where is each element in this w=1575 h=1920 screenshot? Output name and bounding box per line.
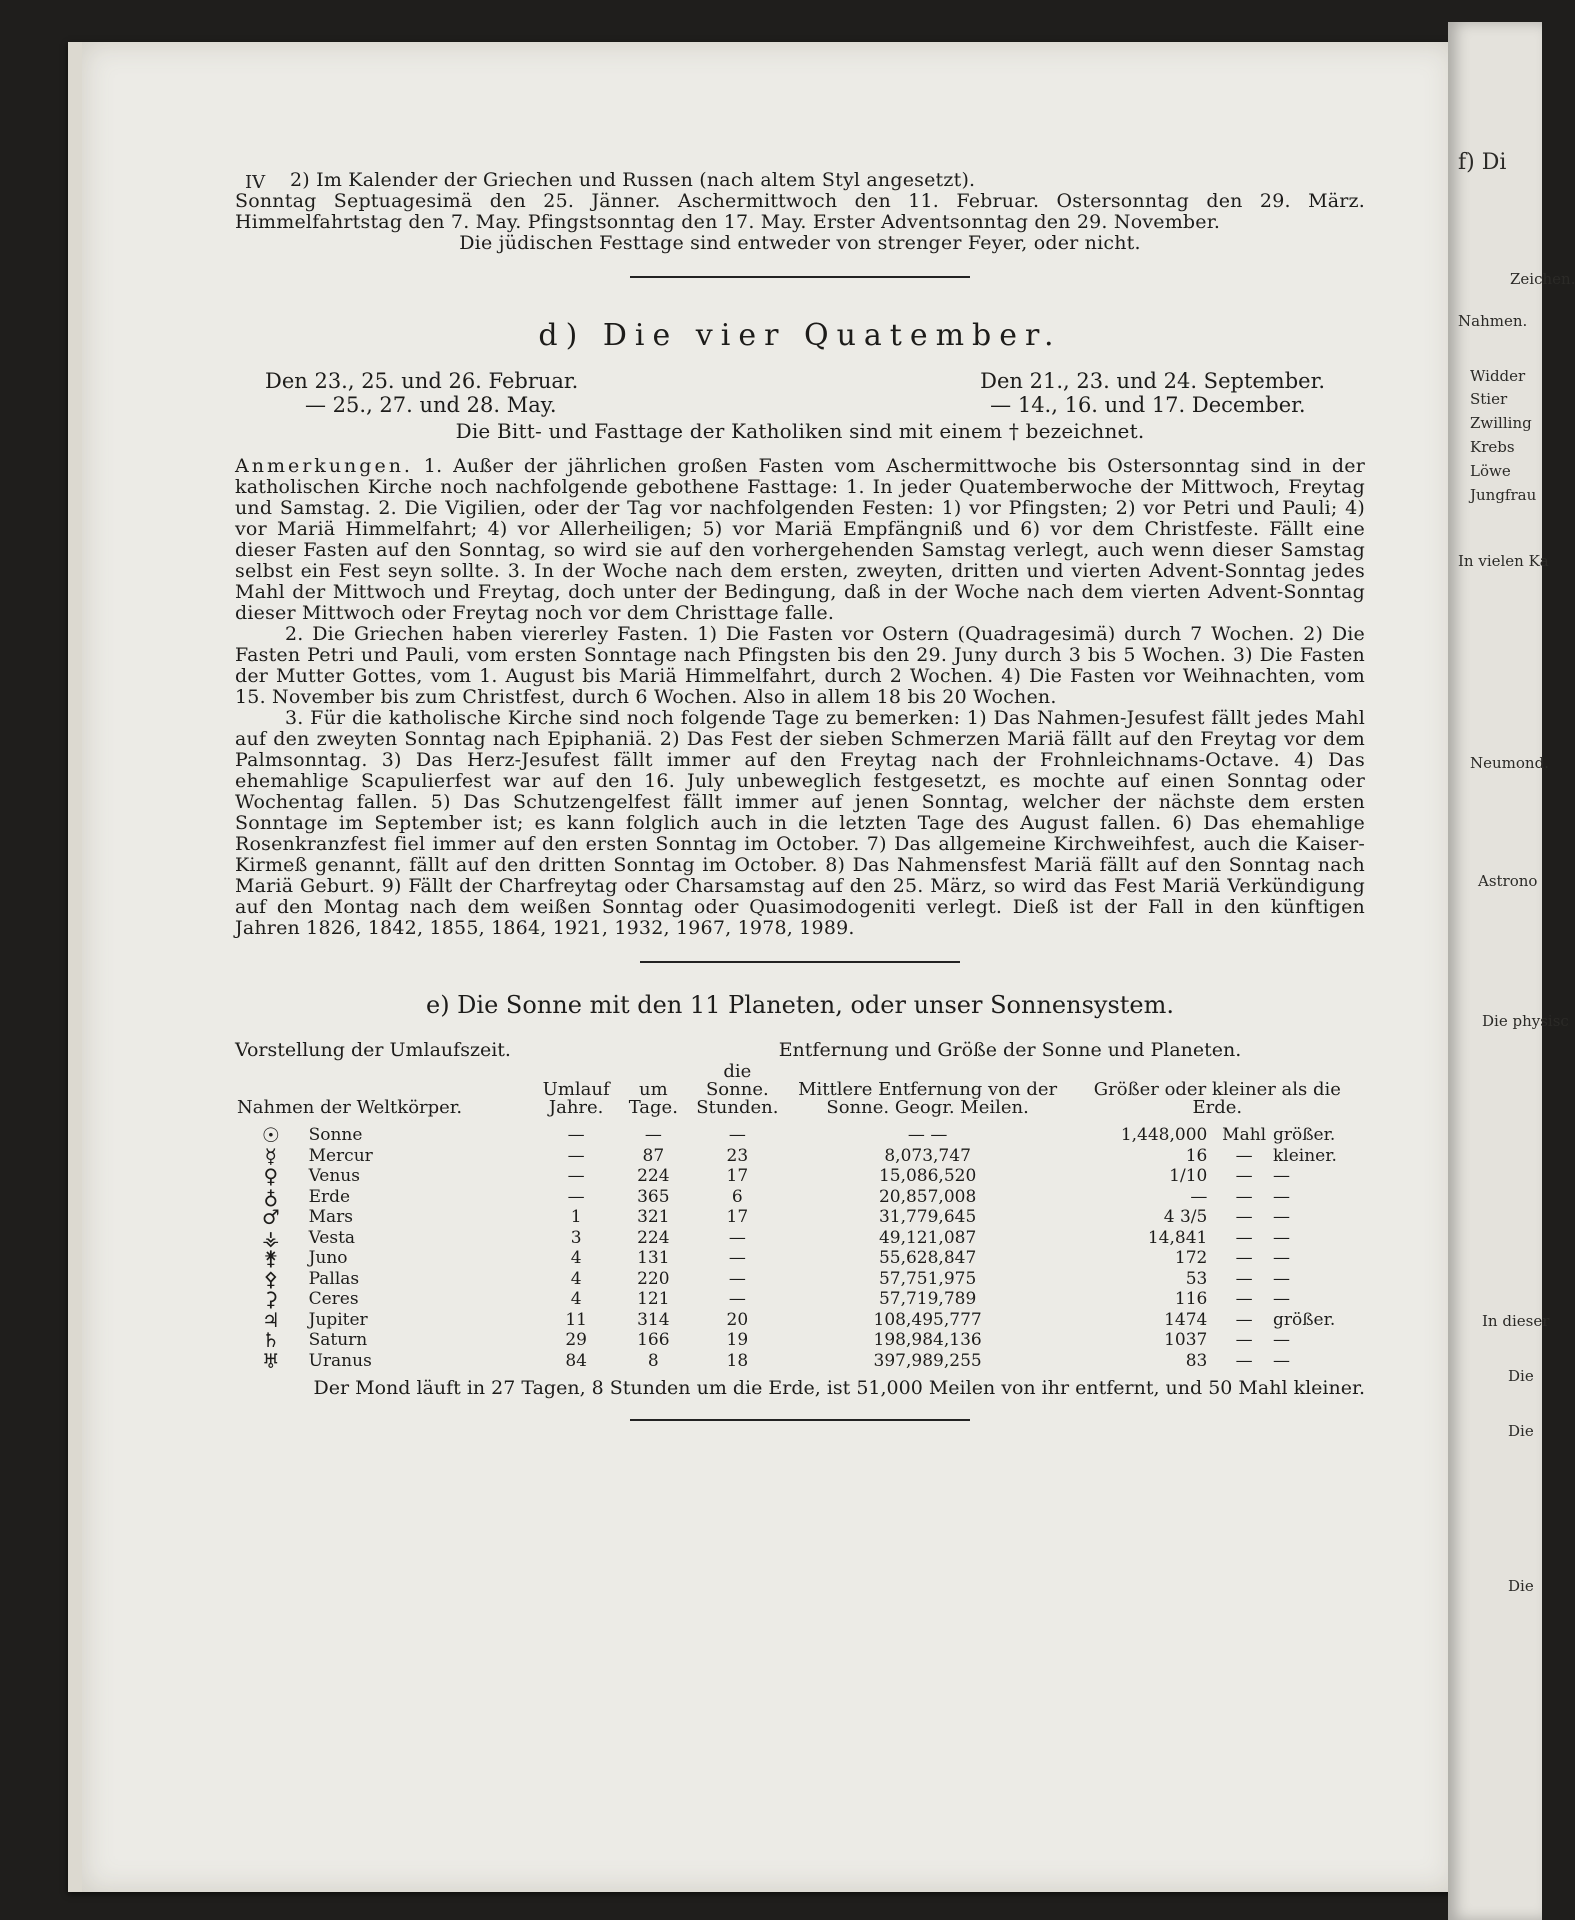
table-row — [235, 1248, 1365, 1269]
size-comparison: — — [1272, 1166, 1290, 1186]
planet-name: Jupiter — [308, 1309, 368, 1330]
orbit-years: 1 — [570, 1207, 582, 1227]
size-comparison: kleiner. — [1272, 1145, 1337, 1166]
planet-symbol-icon: ♃ — [261, 1307, 280, 1332]
orbit-hours: 19 — [726, 1330, 749, 1350]
size-unit: Mahl — [1222, 1125, 1267, 1145]
table-group-headers — [235, 1039, 1365, 1061]
size-ratio: 172 — [1174, 1248, 1208, 1268]
planet-name: Erde — [308, 1186, 351, 1207]
section-d-title: d) Die vier Quatember. — [538, 318, 1062, 353]
planet-table — [235, 1063, 1365, 1371]
table-row — [235, 1269, 1365, 1290]
remark-3: 3. Für die katholische Kirche sind noch folgende Tage zu bemerken: 1) Das Nahmen-Jesufest fällt jedes Mahl auf den zweyten Sonntag nach Epiphaniä. 2) Das Fest der sieben Schmerzen Mariä fällt auf den Freytag vor dem Palmsonntag. 3) Das Herz-Jesufest fällt immer auf den Freytag nach der Frohnleichnams-Octave. 4) Das ehemahlige Scapulierfest war auf den 16. July unbeweglich festgesetzt, es mochte auf einen Sonntag oder Wochentag fallen. 5) Das Schutzengelfest fällt immer auf jenen Sonntag, welcher der nächste dem ersten Sonntage im September ist; es kann folglich auch in die letzten Tage des August fallen. 6) Das ehemahlige Rosenkranzfest fiel immer auf den ersten Sonntag im October. 7) Das allgemeine Kirchweihfest, auch die Kaiser-Kirmeß genannt, fällt auf den dritten Sonntag im October. 8) Das Nahmensfest Mariä fällt auf den Sonntag nach Mariä Geburt. 9) Fällt der Charfreytag oder Charsamstag auf den 25. März, so wird das Fest Mariä Verkündigung auf den Montag nach dem weißen Sonntag oder Quasimodogeniti verlegt. Dieß ist der Fall in den künftigen Jahren 1826, 1842, 1855, 1864, 1921, 1932, 1967, 1978, 1989. — [235, 707, 1365, 939]
planet-name: Venus — [308, 1166, 360, 1186]
orbit-years: — — [567, 1125, 585, 1145]
orbit-days: 166 — [637, 1330, 670, 1350]
mean-distance: 15,086,520 — [878, 1166, 977, 1186]
size-comparison: — — [1272, 1350, 1290, 1371]
col-hours: die Sonne. Stunden. — [696, 1061, 779, 1118]
facing-page-text: Die — [1508, 1367, 1534, 1385]
mean-distance: 397,989,255 — [873, 1350, 982, 1371]
facing-page-item: Löwe — [1470, 462, 1511, 480]
orbit-hours: 17 — [726, 1166, 749, 1186]
orbit-hours: — — [728, 1268, 746, 1289]
orbit-years: — — [567, 1166, 585, 1186]
table-row — [235, 1207, 1365, 1228]
orbit-days: 131 — [637, 1248, 670, 1268]
quatember-date: — 14., 16. und 17. December. — [990, 393, 1306, 417]
table-row — [235, 1125, 1365, 1146]
mean-distance: 20,857,008 — [878, 1186, 977, 1207]
planet-symbol-icon: ☿ — [264, 1143, 277, 1168]
orbit-hours: 23 — [726, 1145, 749, 1166]
facing-page-col: Zeichen. — [1510, 270, 1575, 288]
orbit-years: 29 — [565, 1330, 587, 1350]
facing-page-text: Die physisc — [1482, 1012, 1569, 1030]
col-distance: Mittlere Entfernung von der Sonne. Geogr. Meilen. — [798, 1079, 1058, 1118]
quatember-date: Den 21., 23. und 24. September. — [980, 369, 1325, 393]
planet-name: Mercur — [308, 1145, 373, 1166]
mean-distance: 31,779,645 — [878, 1207, 977, 1227]
orbit-days: 321 — [637, 1207, 670, 1227]
size-ratio: 1037 — [1164, 1330, 1208, 1350]
orbit-days: 314 — [637, 1309, 670, 1330]
table-row — [235, 1228, 1365, 1249]
col-name: Nahmen der Weltkörper. — [237, 1097, 463, 1118]
facing-page-item: Zwilling — [1470, 414, 1532, 432]
size-ratio: 83 — [1185, 1350, 1208, 1371]
facing-page-item: Krebs — [1470, 438, 1515, 456]
size-unit: — — [1235, 1330, 1253, 1350]
mean-distance: 55,628,847 — [878, 1248, 977, 1268]
remark-2: 2. Die Griechen haben viererley Fasten. 1) Die Fasten vor Ostern (Quadragesimä) durch 7 Wochen. 2) Die Fasten Petri und Pauli, vom ersten Sonntage nach Pfingsten bis den 29. Juny durch 3 bis 5 Wochen. 3) Die Fasten der Mutter Gottes, vom 1. August bis Mariä Himmelfahrt, durch 2 Wochen. 4) Die Fasten vor Weihnachten, vom 15. November bis zum Christfest, durch 6 Wochen. Also in allem 18 bis 20 Wochen. — [235, 623, 1365, 708]
table-header-row — [235, 1063, 1365, 1125]
size-comparison: — — [1272, 1330, 1290, 1350]
facing-page-item: Jungfrau — [1470, 486, 1537, 504]
page-number: IV — [245, 172, 266, 193]
col-days: um Tage. — [628, 1079, 678, 1118]
remarks — [235, 456, 1365, 939]
quatember-date: Den 23., 25. und 26. Februar. — [265, 369, 579, 393]
planet-name: Uranus — [308, 1350, 372, 1371]
orbit-days: 8 — [647, 1350, 659, 1371]
size-comparison: — — [1272, 1289, 1290, 1309]
size-ratio: 1474 — [1164, 1309, 1208, 1330]
size-unit: — — [1235, 1166, 1253, 1186]
fasting-days-note: Die Bitt- und Fasttage der Katholiken sind mit einem † bezeichnet. — [455, 419, 1145, 443]
mean-distance: 108,495,777 — [873, 1309, 982, 1330]
size-unit: — — [1235, 1289, 1253, 1309]
size-ratio: 16 — [1185, 1145, 1208, 1166]
orbit-hours: — — [728, 1248, 746, 1268]
planet-name: Juno — [308, 1248, 348, 1268]
planet-name: Saturn — [308, 1330, 368, 1350]
planet-symbol-icon: ♂ — [261, 1205, 280, 1229]
orbit-years: 4 — [570, 1289, 582, 1309]
table-row — [235, 1310, 1365, 1331]
facing-page-item: Stier — [1470, 390, 1508, 408]
table-row — [235, 1330, 1365, 1351]
orbit-header: Vorstellung der Umlaufszeit. — [235, 1039, 511, 1061]
orbit-days: — — [644, 1125, 662, 1145]
distance-header: Entfernung und Größe der Sonne und Planeten. — [778, 1039, 1242, 1061]
planet-name: Mars — [308, 1207, 353, 1227]
calendar-text: Sonntag Septuagesimä den 25. Jänner. Aschermittwoch den 11. Februar. Ostersonntag den 29. März. Himmelfahrtstag den 7. May. Pfingstsonntag den 17. May. Erster Adventsonntag den 29. November. — [235, 190, 1365, 233]
size-unit: — — [1235, 1268, 1253, 1289]
quatember-date: — 25., 27. und 28. May. — [305, 393, 557, 417]
mean-distance: 8,073,747 — [884, 1145, 971, 1166]
divider — [630, 1419, 970, 1421]
planet-symbol-icon: ♀ — [263, 1164, 279, 1188]
mean-distance: 49,121,087 — [878, 1227, 977, 1248]
facing-page-text: Neumond. — [1470, 754, 1549, 772]
table-row — [235, 1351, 1365, 1372]
planet-name: Vesta — [308, 1227, 356, 1248]
jewish-feasts-note: Die jüdischen Festtage sind entweder von strenger Feyer, oder nicht. — [459, 232, 1141, 254]
planet-symbol-icon: ♁ — [263, 1184, 279, 1209]
size-comparison: — — [1272, 1227, 1290, 1248]
planet-name: Pallas — [308, 1268, 360, 1289]
facing-page-heading: f) Di — [1458, 150, 1507, 175]
table-row — [235, 1146, 1365, 1167]
planet-name: Ceres — [308, 1289, 359, 1309]
table-row — [235, 1187, 1365, 1208]
quatember-left — [265, 369, 578, 417]
planet-symbol-icon: ⚳ — [263, 1287, 279, 1311]
size-comparison: größer. — [1272, 1309, 1336, 1330]
orbit-hours: — — [728, 1289, 746, 1309]
mean-distance: 198,984,136 — [873, 1330, 982, 1350]
size-ratio: 116 — [1174, 1289, 1208, 1309]
size-comparison: größer. — [1272, 1125, 1336, 1145]
size-comparison: — — [1272, 1248, 1290, 1268]
size-unit: — — [1235, 1309, 1253, 1330]
quatember-dates — [235, 369, 1365, 417]
size-unit: — — [1235, 1227, 1253, 1248]
mean-distance: 57,719,789 — [878, 1289, 977, 1309]
moon-note: Der Mond läuft in 27 Tagen, 8 Stunden um die Erde, ist 51,000 Meilen von ihr entfernt, und 50 Mahl kleiner. — [313, 1377, 1365, 1399]
planet-symbol-icon: ⚶ — [262, 1225, 280, 1250]
orbit-years: — — [567, 1145, 585, 1166]
planet-symbol-icon: ⚴ — [263, 1266, 279, 1291]
orbit-hours: 6 — [731, 1186, 743, 1207]
size-ratio: 1/10 — [1169, 1166, 1208, 1186]
orbit-years: 4 — [570, 1248, 582, 1268]
facing-page — [1448, 22, 1575, 1920]
orbit-years: 11 — [565, 1309, 587, 1330]
planet-symbol-icon: ♄ — [261, 1328, 280, 1352]
size-ratio: 14,841 — [1147, 1227, 1208, 1248]
orbit-days: 121 — [637, 1289, 670, 1309]
orbit-years: 4 — [570, 1268, 582, 1289]
facing-page-col: Nahmen. — [1458, 312, 1528, 330]
remarks-label: Anmerkungen. — [235, 455, 413, 477]
orbit-days: 224 — [637, 1166, 670, 1186]
remark-1 — [235, 456, 1365, 624]
table-row — [235, 1289, 1365, 1310]
orbit-days: 87 — [642, 1145, 665, 1166]
divider — [630, 276, 970, 278]
orbit-hours: — — [728, 1227, 746, 1248]
size-ratio: — — [1190, 1186, 1208, 1207]
col-size: Größer oder kleiner als die Erde. — [1093, 1079, 1341, 1118]
planet-name: Sonne — [308, 1125, 363, 1145]
orbit-days: 365 — [637, 1186, 670, 1207]
size-ratio: 1,448,000 — [1120, 1125, 1208, 1145]
orbit-hours: 17 — [726, 1207, 749, 1227]
orbit-years: — — [567, 1186, 585, 1207]
orbit-hours: 18 — [726, 1350, 749, 1371]
divider — [640, 961, 960, 963]
orbit-days: 224 — [637, 1227, 670, 1248]
section-e-title: e) Die Sonne mit den 11 Planeten, oder unser Sonnensystem. — [425, 991, 1174, 1019]
table-row — [235, 1166, 1365, 1187]
planet-symbol-icon: ☉ — [261, 1123, 280, 1147]
orbit-days: 220 — [637, 1268, 670, 1289]
size-unit: — — [1235, 1145, 1253, 1166]
orbit-hours: — — [728, 1125, 746, 1145]
col-years: Umlauf Jahre. — [542, 1079, 610, 1118]
orbit-hours: 20 — [726, 1309, 749, 1330]
planet-symbol-icon: ♅ — [261, 1348, 280, 1373]
mean-distance: — — — [907, 1125, 948, 1145]
calendar-heading: 2) Im Kalender der Griechen und Russen (nach altem Styl angesetzt). — [290, 169, 976, 191]
quatember-right — [980, 369, 1325, 417]
size-ratio: 53 — [1185, 1268, 1208, 1289]
facing-page-text: Die — [1508, 1422, 1534, 1440]
size-comparison: — — [1272, 1186, 1290, 1207]
orbit-years: 3 — [570, 1227, 582, 1248]
planet-symbol-icon: ⚵ — [263, 1246, 279, 1270]
size-comparison: — — [1272, 1268, 1290, 1289]
facing-page-text: In vielen Ka — [1458, 552, 1549, 570]
size-unit: — — [1235, 1186, 1253, 1207]
size-unit: — — [1235, 1248, 1253, 1268]
page-content — [235, 170, 1365, 1433]
size-unit: — — [1235, 1350, 1253, 1371]
facing-page-text: Die — [1508, 1577, 1534, 1595]
facing-page-item: Widder — [1470, 367, 1526, 385]
orbit-years: 84 — [565, 1350, 587, 1371]
facing-page-text: Astrono — [1478, 872, 1538, 890]
size-ratio: 4 3/5 — [1163, 1207, 1208, 1227]
mean-distance: 57,751,975 — [878, 1268, 977, 1289]
remark-1-text: 1. Außer der jährlichen großen Fasten vom Aschermittwoche bis Ostersonntag sind in der katholischen Kirche noch nachfolgende gebothene Fasttage: 1. In jeder Quatemberwoche der Mittwoch, Freytag und Samstag. 2. Die Vigilien, oder der Tag vor nachfolgenden Festen: 1) vor Pfingsten; 2) vor Petri und Pauli; 4) vor Mariä Himmelfahrt; 4) vor Allerheiligen; 5) vor Mariä Empfängniß und 6) vor dem Christfeste. Fällt eine dieser Fasten auf den Sonntag, so wird sie auf den vorhergehenden Samstag verlegt, auch wenn dieser Samstag selbst ein Fest seyn sollte. 3. In der Woche nach dem ersten, zweyten, dritten und vierten Advent-Sonntag jedes Mahl der Mittwoch und Freytag, doch unter der Bedingung, daß in der Woche nach dem vierten Advent-Sonntag dieser Mittwoch oder Freytag noch vor dem Christtage falle. — [235, 455, 1365, 624]
facing-page-text: In dieser — [1482, 1312, 1550, 1330]
size-unit: — — [1235, 1207, 1253, 1227]
size-comparison: — — [1272, 1207, 1290, 1227]
